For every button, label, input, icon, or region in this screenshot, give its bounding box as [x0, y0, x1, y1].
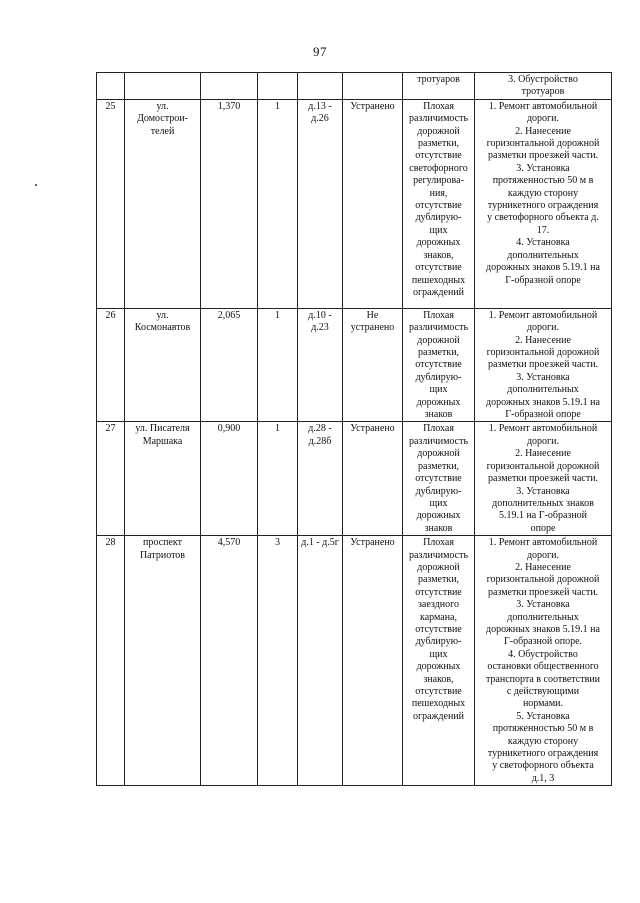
cell-measures: 1. Ремонт автомобильной дороги. 2. Нанесение горизонтальной дорожной разметки проезжей части. 3. Установка дополнительных дорожных знаков 5.19.1 на Г-образной опоре. 4. Обустройство остановки общественного транспорта в соответствии с действующими нормами. 5. Установка протяженностью 50 м в каждую сторону турникетного ограждения у светофорного объекта д.1, 3 [475, 536, 612, 786]
cell-section: д.10 - д.23 [298, 308, 343, 422]
cell-measures: 1. Ремонт автомобильной дороги. 2. Нанесение горизонтальной дорожной разметки проезжей части. 3. Установка протяженностью 50 м в каждую сторону турникетного ограждения у светофорного объекта д. 17. 4. Установка дополнительных дорожных знаков 5.19.1 на Г-образной опоре [475, 99, 612, 308]
cell-status: Устранено [343, 422, 403, 536]
cell-number: 25 [97, 99, 125, 308]
cell-street: ул. Писателя Маршака [125, 422, 201, 536]
cell-lanes [258, 73, 298, 100]
cell-status: Устранено [343, 536, 403, 786]
cell-deficiencies: Плохая различимость дорожной разметки, отсутствие дублирую- щих дорожных знаков [403, 422, 475, 536]
cell-deficiencies: Плохая различимость дорожной разметки, отсутствие заездного кармана, отсутствие дублирую- щих дорожных знаков, отсутствие пешеходных ограждений [403, 536, 475, 786]
cell-length: 2,065 [201, 308, 258, 422]
cell-status [343, 73, 403, 100]
cell-length: 0,900 [201, 422, 258, 536]
cell-lanes: 1 [258, 99, 298, 308]
table-row [97, 99, 612, 308]
cell-section [298, 73, 343, 100]
cell-measures: 1. Ремонт автомобильной дороги. 2. Нанесение горизонтальной дорожной разметки проезжей части. 3. Установка дополнительных дорожных знаков 5.19.1 на Г-образной опоре [475, 308, 612, 422]
cell-number: 28 [97, 536, 125, 786]
cell-length [201, 73, 258, 100]
cell-section: д.1 - д.5г [298, 536, 343, 786]
cell-lanes: 1 [258, 422, 298, 536]
cell-measures: 1. Ремонт автомобильной дороги. 2. Нанесение горизонтальной дорожной разметки проезжей части. 3. Установка дополнительных знаков 5.19.1 на Г-образной опоре [475, 422, 612, 536]
road-defects-table [96, 72, 612, 786]
cell-measures: 3. Обустройство тротуаров [475, 73, 612, 100]
cell-deficiencies: Плохая различимость дорожной разметки, отсутствие светофорного регулирова- ния, отсутствие дублирую- щих дорожных знаков, отсутствие пешеходных ограждений [403, 99, 475, 308]
cell-deficiencies: Плохая различимость дорожной разметки, отсутствие дублирую- щих дорожных знаков [403, 308, 475, 422]
cell-section: д.28 - д.28б [298, 422, 343, 536]
table-row [97, 422, 612, 536]
cell-number [97, 73, 125, 100]
table-row [97, 536, 612, 786]
cell-street: ул. Космонавтов [125, 308, 201, 422]
cell-section: д.13 - д.26 [298, 99, 343, 308]
cell-street: ул. Домострои- телей [125, 99, 201, 308]
cell-number: 26 [97, 308, 125, 422]
cell-deficiencies: тротуаров [403, 73, 475, 100]
cell-street [125, 73, 201, 100]
cell-street: проспект Патриотов [125, 536, 201, 786]
cell-length: 1,370 [201, 99, 258, 308]
table-row-continuation [97, 73, 612, 100]
cell-lanes: 1 [258, 308, 298, 422]
cell-length: 4,570 [201, 536, 258, 786]
cell-lanes: 3 [258, 536, 298, 786]
cell-number: 27 [97, 422, 125, 536]
page-number: 97 [313, 44, 327, 59]
table-row [97, 308, 612, 422]
cell-status: Устранено [343, 99, 403, 308]
cell-status: Не устранено [343, 308, 403, 422]
scan-speck [35, 184, 37, 186]
